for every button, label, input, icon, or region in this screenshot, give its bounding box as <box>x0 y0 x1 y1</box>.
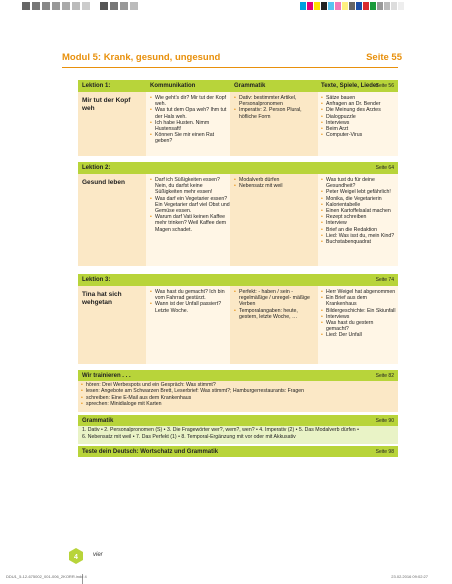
column-header-row <box>78 80 398 92</box>
page-word: vier <box>93 552 103 558</box>
svg-text:4: 4 <box>74 554 78 561</box>
page-title: Modul 5: Krank, gesund, ungesund <box>62 52 221 63</box>
grammatik-body: 1. Dativ • 2. Personalpronomen (S) • 3. Die Fragewörter wer?, wem?, wen? • 4. Imperativ (2) • 5. Das Modalverb dürfen • 6. Nebensatz mit weil • 7. Das Perfekt (1) • 8. Temporal-Ergänzung mit vor oder mit Akkusativ <box>78 426 398 444</box>
lektion2-grammatik: • Modalverb dürfen • Nebensatz mit weil <box>234 177 314 189</box>
print-slug: DDU1_5-12-675002_001-006_2KORR.indd 4 <box>6 574 87 579</box>
lektion3-kommunikation: • Was hast du gemacht? Ich bin vom Fahrrad gestürzt. • Wann ist der Unfall passiert? Letzte Woche. <box>150 289 230 314</box>
title-rule <box>62 67 398 68</box>
wir-trainieren-list: • hören: Drei Werbespots und ein Gespräch: Was stimmt? • lesen: Angebote am Schwarzen Brett, Leserbrief: Was stimmt?; Hamburgerrestaurants: Fragen • schreiben: Eine E-Mail aus dem Krankenhaus • sprechen: Minidialoge mit Karten <box>78 381 398 412</box>
grammatik-header: Grammatik Seite 90 <box>78 415 398 426</box>
lektion1-kommunikation: • Wie geht’s dir? Mir tut der Kopf weh. • Was tut dem Opa weh? Ihm tut der Hals weh. • Ich habe Husten. Nimm Hustensaft! • Können Sie mir einen Rat geben? <box>150 95 230 145</box>
lektion2-body <box>78 174 398 266</box>
lektion3-texte: • Herr Weigel hat abgenommen • Ein Brief aus dem Krankenhaus • Bildergeschichte: Ein Skiunfall • Interviews • Was hast du gestern gemacht? • Lied: Der Unfall <box>321 289 397 339</box>
lektion1-texte: • Sätze bauen • Anfragen an Dr. Bender • Die Meinung des Arztes • Dialogpuzzle • Interviews • Beim Arzt • Computer-Virus <box>321 95 397 138</box>
page-reference: Seite 55 <box>366 52 402 63</box>
col-grammatik: Grammatik <box>234 82 266 89</box>
col-lesson: Lektion 1: <box>82 82 111 89</box>
col-texte: Texte, Spiele, Lieder <box>321 82 379 89</box>
lektion1-page: Seite 56 <box>375 83 394 89</box>
page-number-badge <box>68 548 84 564</box>
lektion3-body <box>78 286 398 364</box>
lektion2-texte: • Was tust du für deine Gesundheit? • Peter Weigel lebt gefährlich! • Monika, die Vegetarierin • Kalorientabelle • Einen Kartoffelsalat machen • Rezept schreiben • Interview • Brief an die Redaktion • Lied: Was isst du, mein Kind? • Buchstabenquadrat <box>321 177 397 245</box>
lektion1-name: Mir tut der Kopf weh <box>82 97 131 112</box>
print-date: 23.02.2016 09:02:27 <box>391 574 428 579</box>
lektion1-grammatik: • Dativ: bestimmter Artikel, Personalpronomen • Imperativ: 2. Person Plural, höfliche Form <box>234 95 314 120</box>
lektion2-header: Lektion 2: Seite 64 <box>78 162 398 174</box>
teste-header: Teste dein Deutsch: Wortschatz und Grammatik Seite 98 <box>78 446 398 457</box>
lektion3-header: Lektion 3: Seite 74 <box>78 274 398 286</box>
lektion2-name: Gesund leben <box>82 179 125 186</box>
lektion1-body <box>78 92 398 156</box>
print-registration-bar <box>0 0 452 16</box>
lektion3-grammatik: • Perfekt: - haben / sein - regelmäßige / unregel- mäßige Verben • Temporalangaben: heute, gestern, letzte Woche, … <box>234 289 314 320</box>
wir-trainieren-header: Wir trainieren . . . Seite 82 <box>78 370 398 381</box>
lektion3-name: Tina hat sich wehgetan <box>82 291 122 306</box>
lektion2-kommunikation: • Darf ich Süßigkeiten essen? Nein, du darfst keine Süßigkeiten mehr essen! • Was darf ein Vegetarier essen? Ein Vegetarier darf viel Obst und Gemüse essen. • Warum darf Vati keinen Kaffee mehr trinken? Weil Kaffee dem Magen schadet. <box>150 177 230 233</box>
col-kommunikation: Kommunikation <box>150 82 196 89</box>
